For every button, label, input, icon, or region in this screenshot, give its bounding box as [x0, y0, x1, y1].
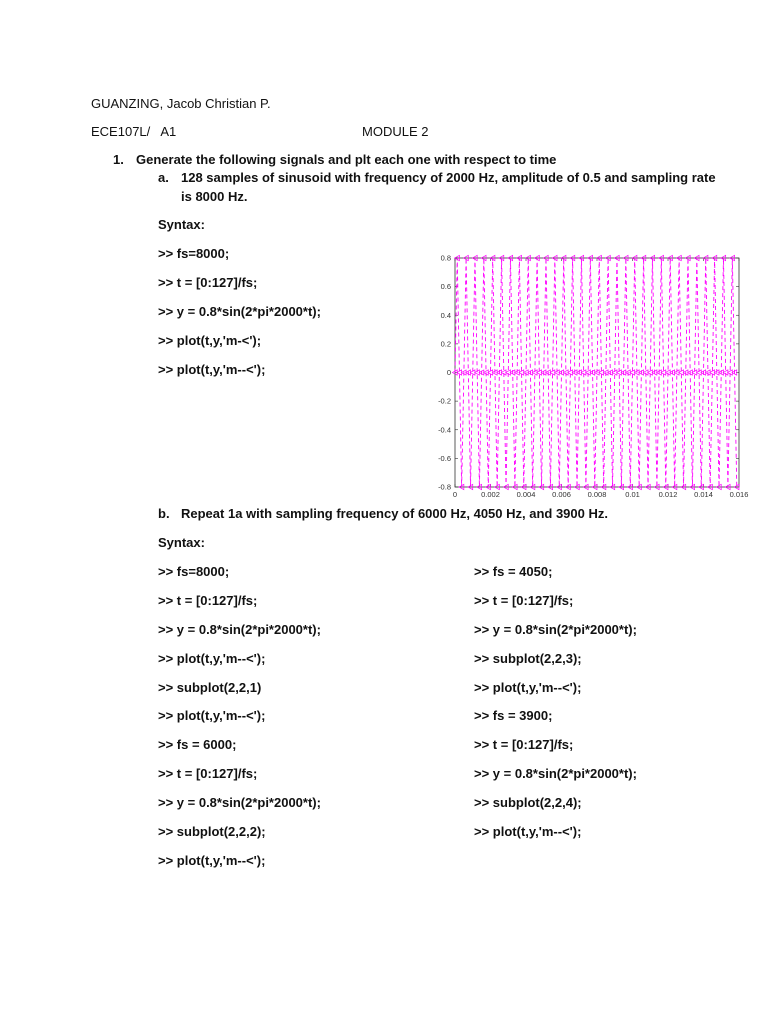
y-tick-label: -0.2 [438, 396, 451, 406]
qa-text-line2: is 8000 Hz. [181, 189, 248, 204]
qa-letter: a. [158, 170, 169, 185]
qb-syntax-label: Syntax: [158, 535, 205, 550]
y-tick-label: 0.2 [440, 339, 451, 349]
qb-code-line: >> plot(t,y,'m--<'); [474, 824, 582, 839]
qb-code-line: >> fs = 4050; [474, 564, 553, 579]
qb-code-line: >> plot(t,y,'m--<'); [158, 651, 266, 666]
qb-code-line: >> subplot(2,2,4); [474, 795, 582, 810]
y-tick-label: 0.6 [440, 282, 451, 292]
qb-code-line: >> y = 0.8*sin(2*pi*2000*t); [158, 622, 321, 637]
x-tick-label: 0.016 [729, 490, 749, 499]
q1-number: 1. [113, 152, 124, 167]
qa-code-line: >> plot(t,y,'m--<'); [158, 362, 266, 377]
qb-code-line: >> t = [0:127]/fs; [474, 737, 574, 752]
qb-code-line: >> plot(t,y,'m--<'); [158, 708, 266, 723]
q1-text: Generate the following signals and plt each one with respect to time [136, 152, 557, 167]
qb-code-line: >> plot(t,y,'m--<'); [158, 853, 266, 868]
y-tick-label: 0.4 [440, 310, 451, 320]
qb-letter: b. [158, 506, 170, 521]
qb-text: Repeat 1a with sampling frequency of 6000 Hz, 4050 Hz, and 3900 Hz. [181, 506, 608, 521]
x-tick-label: 0.012 [658, 490, 678, 499]
y-tick-label: -0.4 [438, 425, 451, 435]
x-tick-label: 0 [452, 490, 458, 499]
qb-code-line: >> y = 0.8*sin(2*pi*2000*t); [474, 622, 637, 637]
qb-code-line: >> y = 0.8*sin(2*pi*2000*t); [474, 766, 637, 781]
qa-text-line1: 128 samples of sinusoid with frequency of 2000 Hz, amplitude of 0.5 and sampling rate [181, 170, 716, 185]
x-tick-label: 0.014 [694, 490, 713, 499]
qa-code-line: >> t = [0:127]/fs; [158, 275, 258, 290]
qb-code-line: >> t = [0:127]/fs; [158, 766, 258, 781]
x-tick-label: 0.008 [587, 490, 607, 499]
x-tick-label: 0.002 [481, 490, 500, 499]
course-code: ECE107L/ A1 [91, 124, 177, 139]
y-tick-label: 0 [446, 368, 451, 377]
y-tick-label: -0.8 [438, 482, 451, 492]
qa-code-line: >> plot(t,y,'m-<'); [158, 333, 262, 348]
qb-code-line: >> t = [0:127]/fs; [474, 593, 574, 608]
x-tick-label: 0.004 [516, 490, 536, 499]
qb-code-line: >> fs = 3900; [474, 708, 553, 723]
qb-code-line: >> fs=8000; [158, 564, 230, 579]
qb-code-line: >> plot(t,y,'m--<'); [474, 680, 582, 695]
qa-code-line: >> y = 0.8*sin(2*pi*2000*t); [158, 304, 321, 319]
qb-code-line: >> subplot(2,2,1) [158, 680, 262, 695]
x-tick-label: 0.006 [552, 490, 571, 499]
qb-code-line: >> subplot(2,2,2); [158, 824, 266, 839]
y-tick-label: 0.8 [440, 253, 451, 263]
qb-code-line: >> subplot(2,2,3); [474, 651, 582, 666]
sinusoid-plot [425, 248, 750, 503]
qb-code-line: >> fs = 6000; [158, 737, 237, 752]
student-name: GUANZING, Jacob Christian P. [91, 96, 271, 111]
qa-code-line: >> fs=8000; [158, 246, 230, 261]
qb-code-line: >> t = [0:127]/fs; [158, 593, 258, 608]
qa-syntax-label: Syntax: [158, 217, 205, 232]
module-title: MODULE 2 [362, 124, 429, 139]
qb-code-line: >> y = 0.8*sin(2*pi*2000*t); [158, 795, 321, 810]
x-tick-label: 0.01 [625, 490, 640, 499]
y-tick-label: -0.6 [438, 453, 451, 463]
